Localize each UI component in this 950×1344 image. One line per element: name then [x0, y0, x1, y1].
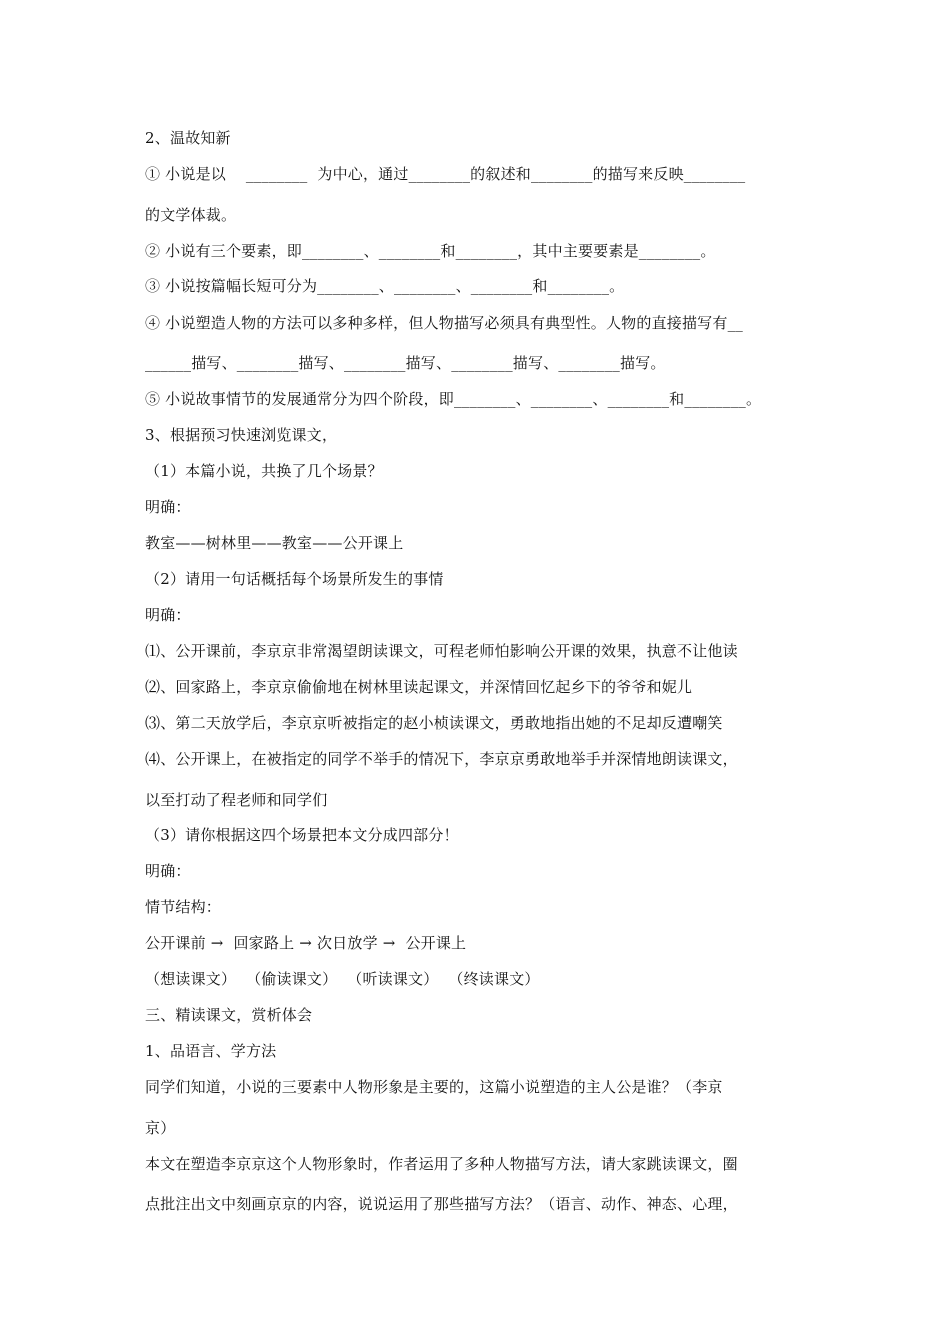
question-4-line-1: ④ 小说塑造人物的方法可以多种多样，但人物描写必须具有典型性。人物的直接描写有__	[145, 314, 743, 332]
sub-question-2: （2）请用一句话概括每个场景所发生的事情	[145, 570, 444, 588]
question-5: ⑤ 小说故事情节的发展通常分为四个阶段，即________、________、________和________。	[145, 390, 762, 408]
plot-flow-notes: （想读课文） （偷读课文） （听读课文） （终读课文）	[145, 970, 540, 988]
question-1-line-1: ① 小说是以 ________ 为中心，通过________的叙述和________的描写来反映________	[145, 165, 746, 183]
paragraph-2-line-2: 点批注出文中刻画京京的内容，说说运用了那些描写方法？（语言、动作、神态、心理，	[145, 1195, 738, 1213]
sub-question-3: （3）请你根据这四个场景把本文分成四部分！	[145, 826, 459, 844]
question-4-line-2: ______描写、________描写、________描写、________描写、________描写。	[145, 354, 666, 372]
scene-summary-1: ⑴、公开课前，李京京非常渴望朗读课文，可程老师怕影响公开课的效果，执意不让他读	[145, 642, 738, 660]
subsection-heading-language: 1、品语言、学方法	[145, 1042, 277, 1060]
plot-flow: 公开课前 → 回家路上 → 次日放学 → 公开课上	[145, 934, 467, 952]
scene-summary-3: ⑶、第二天放学后，李京京听被指定的赵小桢读课文，勇敢地指出她的不足却反遭嘲笑	[145, 714, 723, 732]
answer-label-1: 明确：	[145, 498, 191, 516]
scene-summary-4-line-1: ⑷、公开课上，在被指定的同学不举手的情况下，李京京勇敢地举手并深情地朗读课文，	[145, 750, 738, 768]
section-heading-review: 2、温故知新	[145, 129, 231, 147]
paragraph-2-line-1: 本文在塑造李京京这个人物形象时，作者运用了多种人物描写方法，请大家跳读课文，圈	[145, 1155, 738, 1173]
question-1-line-2: 的文学体裁。	[145, 206, 237, 224]
sub-question-1: （1）本篇小说，共换了几个场景？	[145, 462, 383, 480]
scene-summary-2: ⑵、回家路上，李京京偷偷地在树林里读起课文，并深情回忆起乡下的爷爷和妮儿	[145, 678, 693, 696]
plot-structure-label: 情节结构：	[145, 898, 222, 916]
answer-label-3: 明确：	[145, 862, 191, 880]
section-heading-close-reading: 三、精读课文，赏析体会	[145, 1006, 313, 1024]
answer-label-2: 明确：	[145, 606, 191, 624]
paragraph-1-line-2: 京）	[145, 1119, 176, 1137]
paragraph-1-line-1: 同学们知道，小说的三要素中人物形象是主要的，这篇小说塑造的主人公是谁？（李京	[145, 1078, 723, 1096]
section-heading-browse: 3、根据预习快速浏览课文，	[145, 426, 338, 444]
scene-summary-4-line-2: 以至打动了程老师和同学们	[145, 791, 328, 809]
answer-scenes: 教室——树林里——教室——公开课上	[145, 534, 404, 552]
question-2: ② 小说有三个要素，即________、________和________，其中主要要素是________。	[145, 242, 716, 260]
question-3: ③ 小说按篇幅长短可分为________、________、________和________。	[145, 277, 625, 295]
